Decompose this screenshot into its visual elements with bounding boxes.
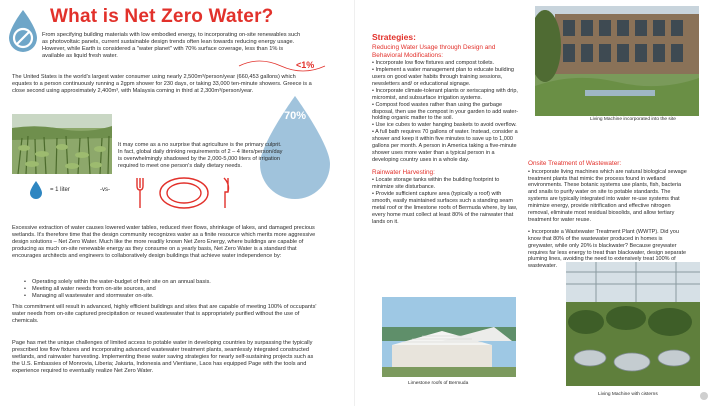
list-item: • Managing all wastewater and stormwater on-site. [24,293,314,300]
cisterns-photo-caption: Living Machine with cisterns [598,392,658,397]
onsite-treatment-heading: Onsite Treatment of Wastewater: [528,160,622,167]
page-title: What is Net Zero Water? [50,6,274,27]
list-item: • Incorporate climate-tolerant plants or xeriscaping with drip, micromist, and subsurface irrigation systems. [372,87,518,101]
center-fold [354,0,355,406]
list-item: • Incorporate low flow fixtures and compost toilets. [372,60,495,67]
living-machine-cisterns-photo [566,262,700,386]
list-item: • Incorporate a Wastewater Treatment Plant (WWTP). Did you know that 80% of the wastewater produced in homes is greywater, while only 20% is blackwater? Because greywater requires far less energy to treat than blackwater, design separate pluming lines, avoiding the need to extensively treat 100% of wastewater. [528,228,687,270]
reducing-usage-heading: Reducing Water Usage through Design and Behavioral Modifications: [372,44,496,59]
plate-and-cutlery-icon [132,174,237,212]
intro-paragraph: From specifying building materials with low embodied energy, to incorporating on-site renewables such as photovoltaic panels, current sustainable design trends often lean towards reducing energy usage. However, while Earth is considered a "water planet" with 70% surface coverage, less than 1% is available as liquid fresh water. [42,32,301,60]
strategies-column-left [372,44,520,226]
list-item: • Operating solely within the water-budget of their site on an annual basis. [24,279,314,286]
excessive-extraction-paragraph: Excessive extraction of water causes lowered water tables, reduced river flows, shrinkage of lakes, and damaged precious wetlands. It's therefore time that the design community recognizes water as a finite resource which merits more aggressive design solutions – Net Zero Water. Much like the more readily known Net Zero Energy, where buildings are capable of producing as much on-site renewable energy as they consume on a yearly basis, Net Zero Water is a standard that encourages architects and engineers to collaboratively design buildings that achieve water independence by: [12,225,316,259]
bermuda-roofs-photo [382,297,516,377]
list-item: • Use ice cubes to water hanging baskets to avoid overflow. [372,122,517,129]
water-drop-icon [28,180,44,200]
page-corner-mark [700,392,708,400]
list-item: • A full bath requires 70 gallons of water. Instead, consider a shower and keep it within five minutes to save up to 1,000 gallons per month. A person in America taking a five-minute shower uses more water than a typical person in a developing country uses in a whole day. [372,129,518,163]
building-photo-caption: Living Machine incorporated into the site [590,117,676,122]
living-machine-building-photo [535,6,699,116]
list-item: • Implement a water management plan to educate building users on good water habits through training sessions, newsletters and/ or educational signage. [372,67,514,87]
no-water-drop-icon [6,8,40,54]
bermuda-photo-caption: Limestone roofs of Bermuda [408,381,469,386]
list-item: • Meeting all water needs from on-site sources, and [24,286,314,293]
list-item: • Provide sufficient capture area (typically a roof) with smooth, easily maintained surfaces such a standing seam metal roof or the limestone roofs of Bermuda where, by law, every home must collect at least 80% of the rainwater that lands on it. [372,191,518,225]
strategies-heading: Strategies: [372,32,416,42]
commitment-paragraph: This commitment will result in advanced, highly efficient buildings and sites that are capable of meeting 100% of occupants' water needs from on-site captured precipitation or reused wastewater that is appropriately purified without the use of chemicals. [12,304,317,324]
list-item: • Compost food wastes rather than using the garbage disposal, then use the compost in your garden to add water-holding organic matter to the soil. [372,101,519,122]
water-independence-list [24,279,314,301]
seventy-percent-label: 70% [284,110,307,122]
list-item: • Incorporate living machines which are natural biological sewage treatment plants that mimic the process found in wetland environments. These botanic systems use plants, fish, bacteria and snails to purify water on site to potable standards. The systems are typically integrated into water re-use systems that minimize energy, provide nitrification and effective nitrogen removal, eliminate most residual biosolids, and allow tertiary treatment for water reuse. [528,168,687,223]
page-experience-paragraph: Page has met the unique challenges of limited access to potable water in developing countries by surpassing the typically prescribed low flow fixtures and incorporating advanced wastewater treatment plants, seamlessly integrated constructed wetlands, and rainwater harvesting. Implementing these water saving strategies for nearly self-sustaining projects such as the U.S. Embassies of Monrovia, Liberia; Jakarta, Indonesia and Vientiane, Laos has equipped Page with the tools and experience required to eventually realize Net Zero Water. [12,340,314,374]
agriculture-paragraph: It may come as a no surprise that agriculture is the primary culprit. In fact, global daily drinking requirements of 2 – 4 liters/person/day is overwhelmingly shadowed by the 2,000-5,000 liters of irrigation required to meet one person's daily dietary needs. [118,142,283,169]
crop-field-photo [12,114,112,174]
less-than-one-percent: <1% [296,60,315,70]
list-item: • Locate storage tanks within the building footprint to minimize site disturbance. [372,177,500,191]
vs-label: -vs- [100,187,110,193]
one-liter-label: = 1 liter [50,187,70,193]
rainwater-harvesting-heading: Rainwater Harvesting: [372,168,435,176]
us-consumption-paragraph: The United States is the world's largest water consumer using nearly 2,500m³/person/year (660,453 gallons) which equates to a person continuously running a 2gpm shower for 230 days, or taking 33,000 ten-minute showers. Greece is a close second using approximately 2,400m³, with Malaysia coming in third at 2,300m³/person/year. [12,74,312,94]
strategies-column-right [528,160,688,270]
